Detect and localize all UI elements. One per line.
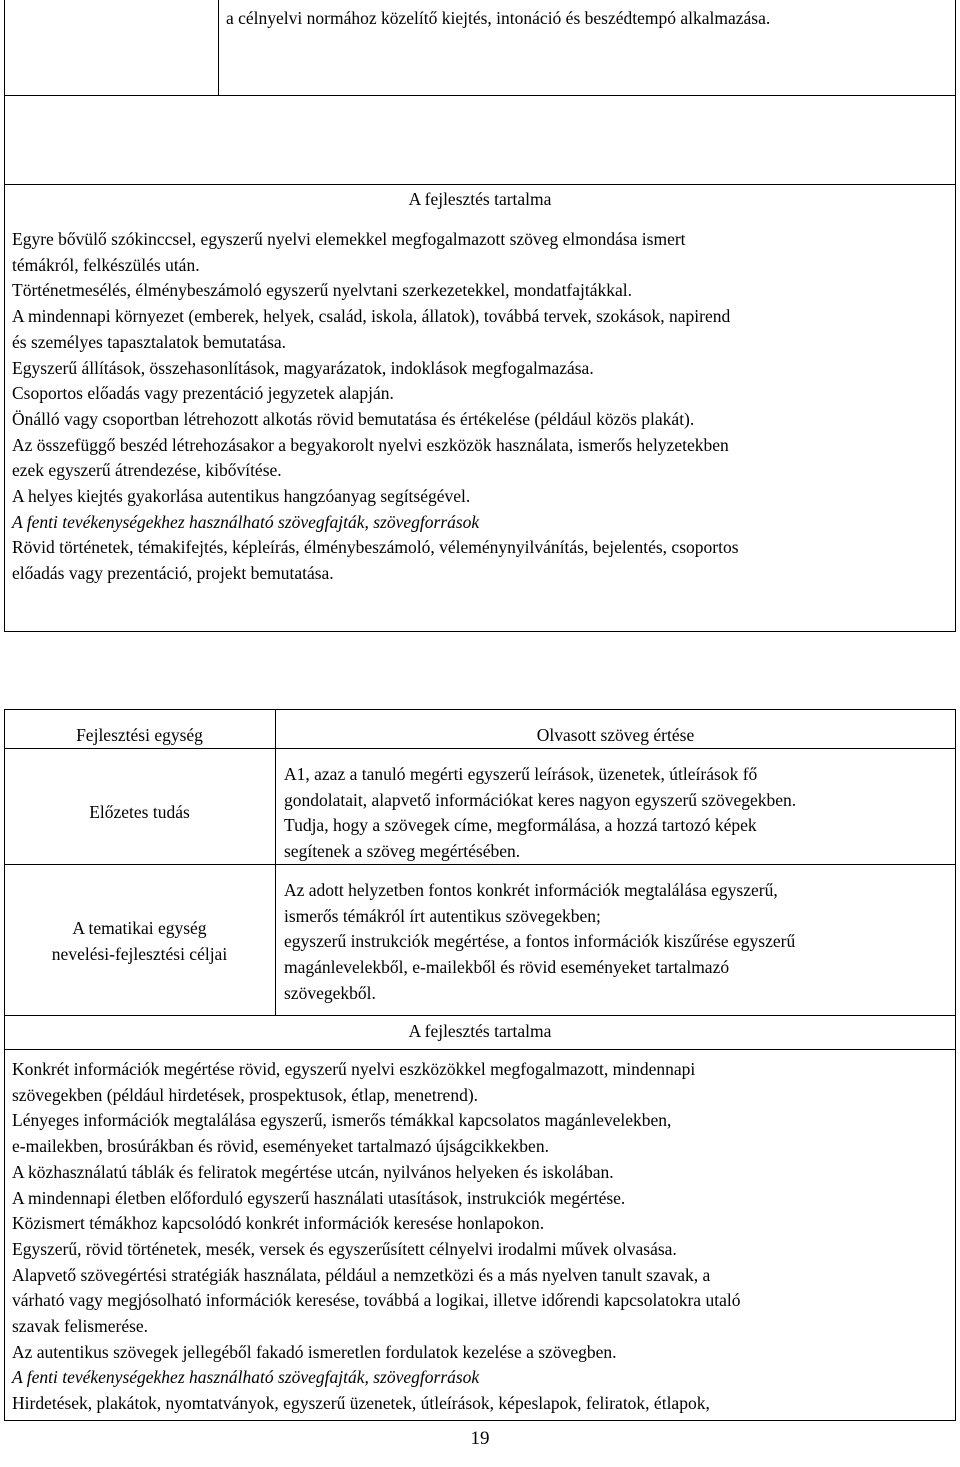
goals-line: Az adott helyzetben fontos konkrét információk megtalálása egyszerű, [284, 880, 778, 900]
bottom-table-row-divider-4 [4, 1049, 956, 1050]
prior-knowledge-text [284, 762, 796, 865]
page-number: 19 [470, 1428, 490, 1449]
top-table-section-title: A fejlesztés tartalma [408, 189, 552, 209]
content-line: Egyszerű, rövid történetek, mesék, versek és egyszerűsített célnyelvi irodalmi művek olvasása. [12, 1238, 677, 1259]
content-line: Az összefüggő beszéd létrehozásakor a begyakorolt nyelvi eszközök használata, ismerős helyzetekben [12, 434, 729, 455]
content-line: e-mailekben, brosúrákban és rövid, eseményeket tartalmazó újságcikkekben. [12, 1136, 549, 1157]
goals-line: magánlevelekből, e-mailekből és rövid eseményeket tartalmazó [284, 957, 730, 978]
content-line: A mindennapi életben előforduló egyszerű használati utasítások, instrukciók megértése. [12, 1187, 626, 1208]
unit-value: Olvasott szöveg értése [536, 725, 695, 745]
italic-heading: A fenti tevékenységekhez használható szövegfajták, szövegforrások [12, 511, 480, 532]
content-line: szövegekben (például hirdetések, prospektusok, étlap, menetrend). [12, 1084, 479, 1105]
content-line: témákról, felkészülés után. [12, 254, 200, 275]
goals-text [284, 878, 795, 1007]
top-table-row-divider-2 [4, 184, 956, 185]
content-line: Önálló vagy csoportban létrehozott alkotás rövid bemutatása és értékelése (például közös plakát). [12, 408, 695, 429]
source-line: Rövid történetek, témakifejtés, képleírás, élménybeszámoló, véleménynyilvánítás, bejelentés, csoportos [12, 537, 739, 558]
source-line: Hirdetések, plakátok, nyomtatványok, egyszerű üzenetek, útleírások, képeslapok, feliratok, étlapok, [12, 1393, 710, 1414]
italic-heading: A fenti tevékenységekhez használható szövegfajták, szövegforrások [12, 1367, 480, 1388]
content-line: várható vagy megjósolható információk keresése, továbbá a logikai, illetve időrendi kapcsolatokra utaló [12, 1290, 741, 1311]
content-line: Alapvető szövegértési stratégiák használata, például a nemzetközi és a más nyelven tanult szavak, a [12, 1264, 711, 1285]
goals-line: ismerős témákról írt autentikus szövegekben; [284, 905, 601, 926]
prior-line: segítenek a szöveg megértésében. [284, 841, 521, 862]
content-line: és személyes tapasztalatok bemutatása. [12, 331, 287, 352]
source-line: előadás vagy prezentáció, projekt bemutatása. [12, 563, 334, 584]
goals-line: egyszerű instrukciók megértése, a fontos információk kiszűrése egyszerű [284, 931, 796, 952]
top-table-first-row-text: a célnyelvi normához közelítő kiejtés, intonáció és beszédtempó alkalmazása. [226, 8, 771, 28]
bottom-table-row-divider-3 [4, 1015, 956, 1016]
content-line: A helyes kiejtés gyakorlása autentikus hangzóanyag segítségével. [12, 486, 471, 507]
prior-line: gondolatait, alapvető információkat keres nagyon egyszerű szövegekben. [284, 789, 797, 810]
content-line: Egyszerű állítások, összehasonlítások, magyarázatok, indoklások megfogalmazása. [12, 357, 594, 378]
prior-knowledge-label: Előzetes tudás [89, 802, 190, 822]
top-table-content [12, 227, 739, 587]
content-line: Az autentikus szövegek jellegéből fakadó ismeretlen fordulatok kezelése a szövegben. [12, 1341, 617, 1362]
top-table-row-divider-1 [4, 95, 956, 96]
top-table-column-divider [218, 0, 219, 95]
prior-line: Tudja, hogy a szövegek címe, megformálása, a hozzá tartozó képek [284, 815, 757, 836]
goals-label [4, 916, 275, 967]
goals-label-line: nevelési-fejlesztési céljai [51, 943, 228, 964]
prior-line: A1, azaz a tanuló megérti egyszerű leírások, üzenetek, útleírások fő [284, 764, 758, 784]
unit-label: Fejlesztési egység [76, 725, 203, 745]
content-line: A mindennapi környezet (emberek, helyek, család, iskola, állatok), továbbá tervek, szokások, napirend [12, 306, 731, 327]
goals-label-line: A tematikai egység [72, 918, 207, 938]
content-line: szavak felismerése. [12, 1316, 149, 1337]
content-line: Közismert témákhoz kapcsolódó konkrét információk keresése honlapokon. [12, 1213, 545, 1234]
content-line: ezek egyszerű átrendezése, kibővítése. [12, 460, 282, 481]
bottom-table-content [12, 1057, 740, 1417]
content-line: Konkrét információk megértése rövid, egyszerű nyelvi eszközökkel megfogalmazott, mindennapi [12, 1059, 696, 1079]
content-line: Történetmesélés, élménybeszámoló egyszerű nyelvtani szerkezetekkel, mondatfajtákkal. [12, 280, 633, 301]
bottom-table-column-divider [275, 709, 276, 1016]
bottom-table-section-title: A fejlesztés tartalma [408, 1021, 552, 1041]
goals-line: szövegekből. [284, 982, 376, 1003]
content-line: Egyre bővülő szókinccsel, egyszerű nyelvi elemekkel megfogalmazott szöveg elmondása ismert [12, 229, 686, 249]
content-line: Csoportos előadás vagy prezentáció jegyzetek alapján. [12, 383, 394, 404]
content-line: Lényeges információk megtalálása egyszerű, ismerős témákkal kapcsolatos magánlevelekben, [12, 1110, 672, 1131]
content-line: A közhasználatú táblák és feliratok megértése utcán, nyilvános helyeken és iskolában. [12, 1161, 614, 1182]
